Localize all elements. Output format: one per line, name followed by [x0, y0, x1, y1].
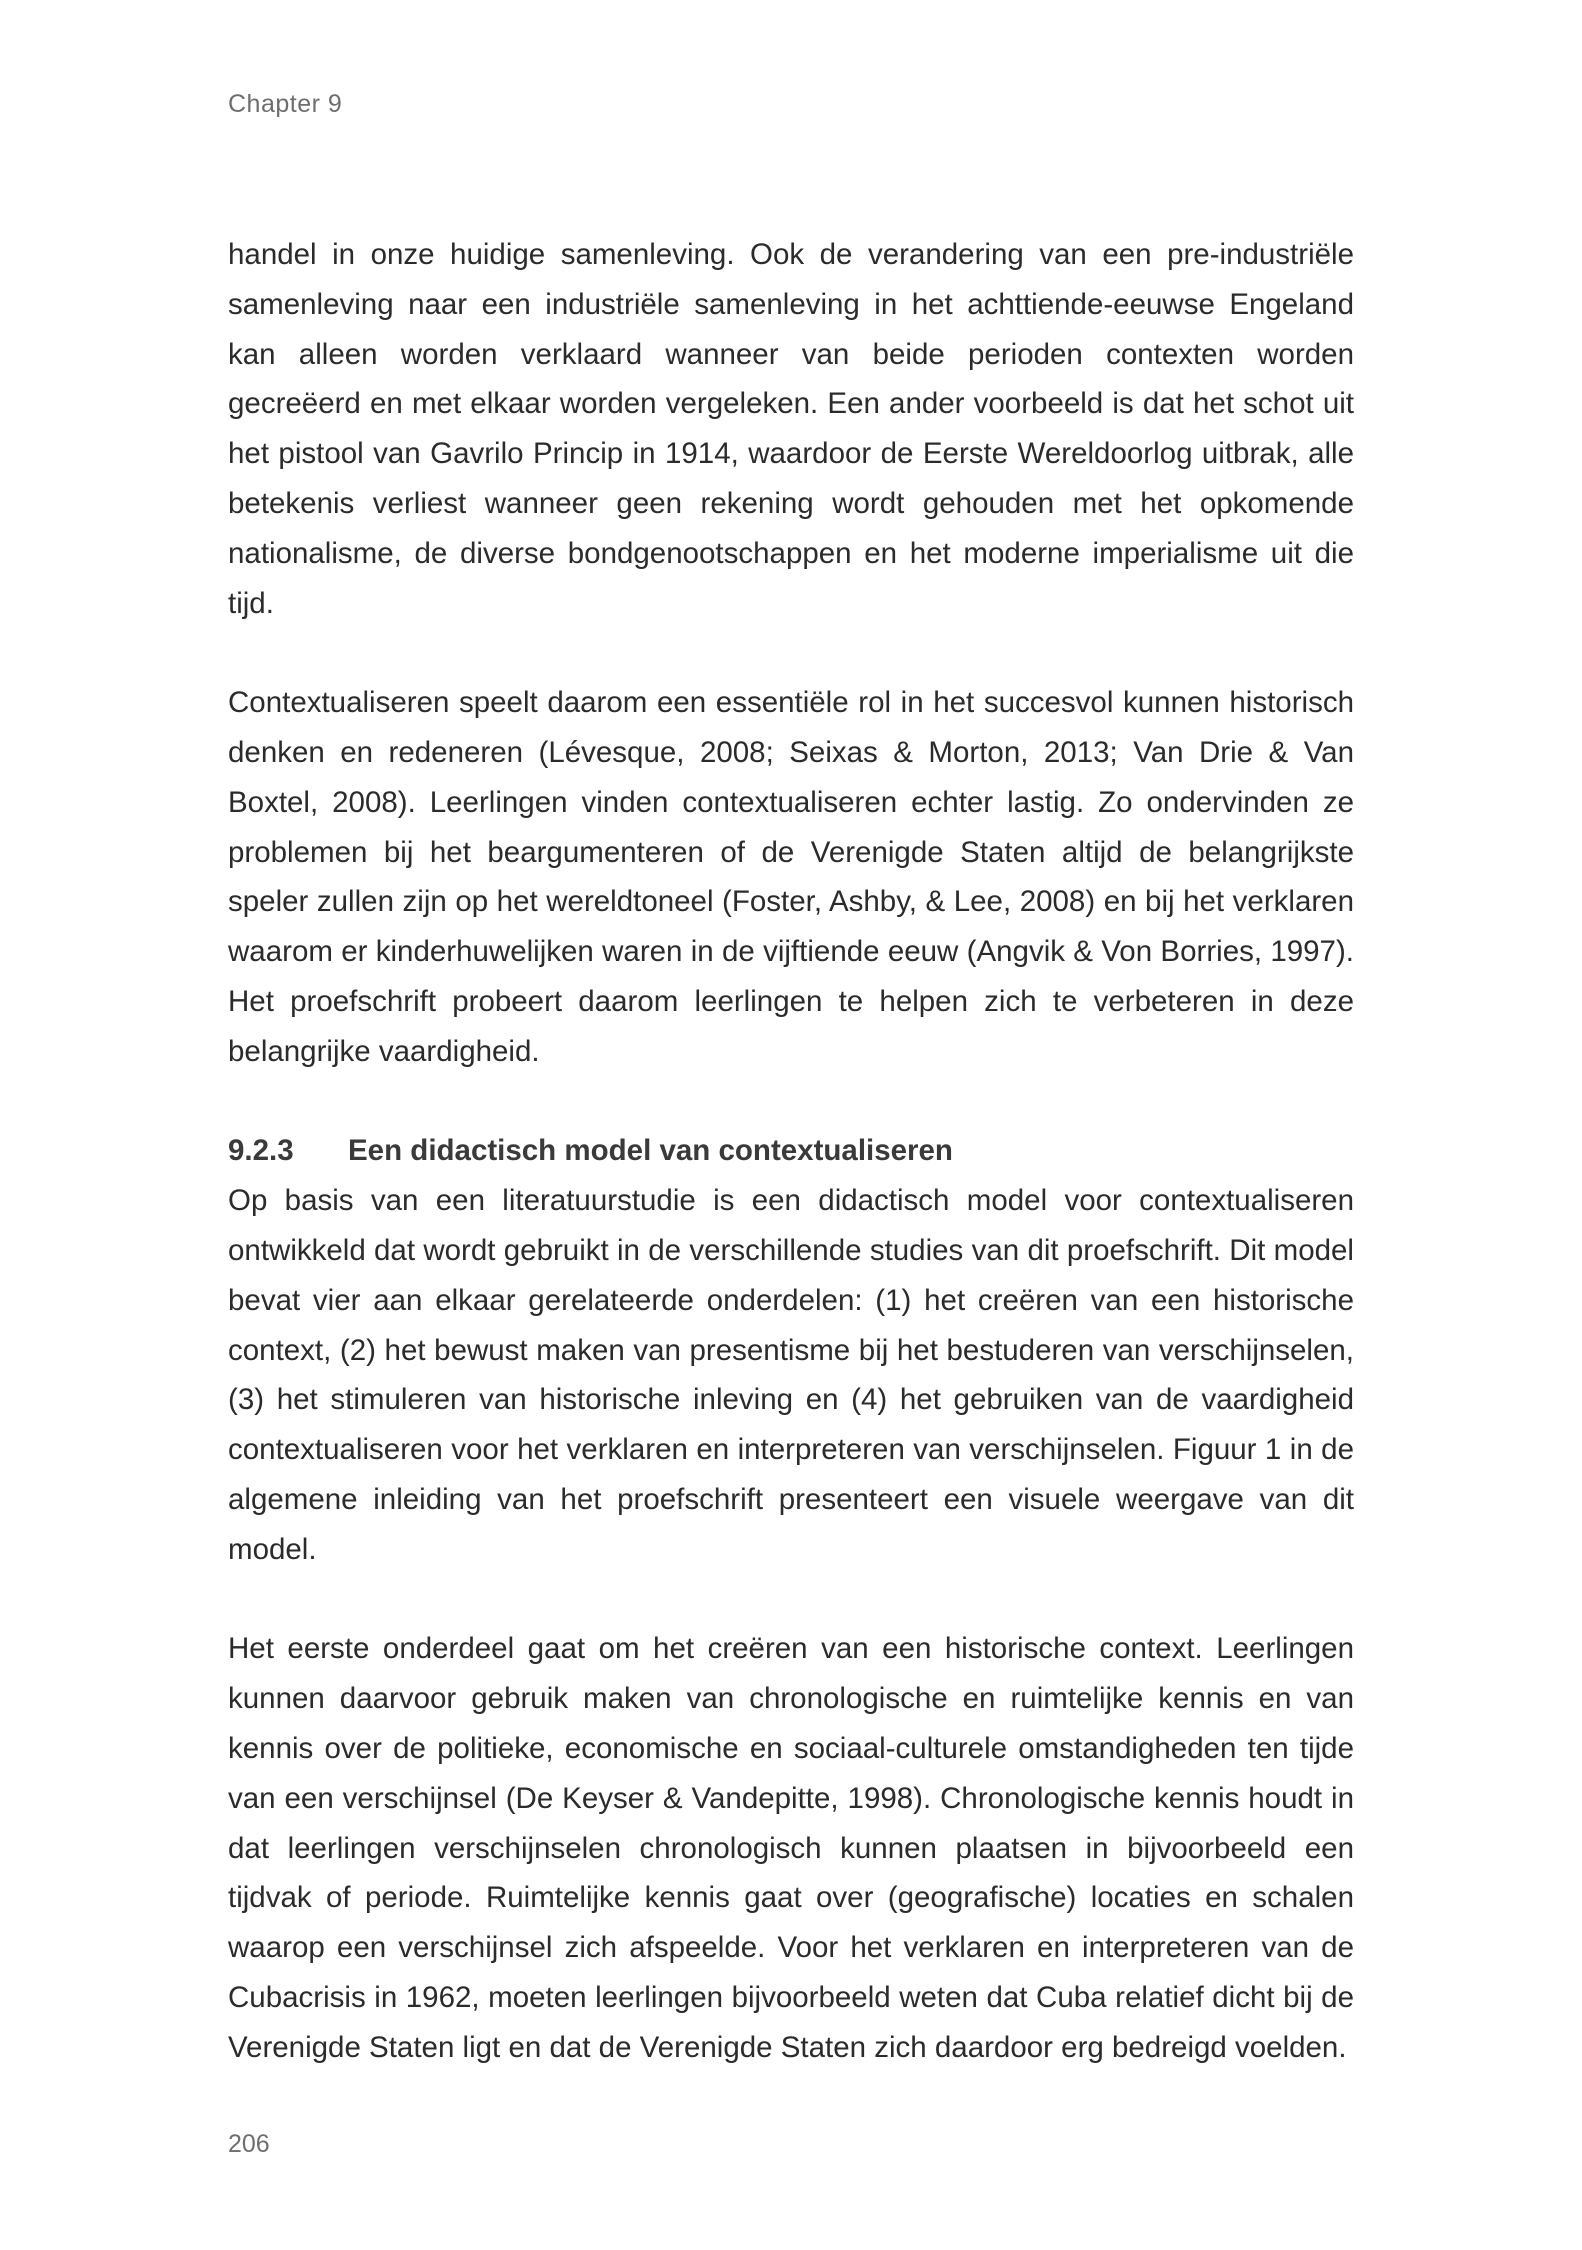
section-number: 9.2.3 — [228, 1134, 294, 1168]
body-text — [228, 230, 1354, 2072]
section-heading — [228, 1126, 1354, 1176]
paragraph: handel in onze huidige samenleving. Ook de verandering van een pre-industriële samenleving naar een industriële samenleving in het achttiende-eeuwse Engeland kan alleen worden verklaard wanneer van beide perioden contexten worden gecreëerd en met elkaar worden vergeleken. Een ander voorbeeld is dat het schot uit het pistool van Gavrilo Princip in 1914, waardoor de Eerste Wereldoorlog uitbrak, alle betekenis verliest wanneer geen rekening wordt gehouden met het opkomende nationalisme, de diverse bondgenootschappen en het moderne imperialisme uit die tijd. — [228, 238, 1354, 620]
paragraph: Op basis van een literatuurstudie is een didactisch model voor contextualiseren ontwikkeld dat wordt gebruikt in de verschillende studies van dit proefschrift. Dit model bevat vier aan elkaar gerelateerde onderdelen: (1) het creëren van een historische context, (2) het bewust maken van presentisme bij het bestuderen van verschijnselen, (3) het stimuleren van historische inleving en (4) het gebruiken van de vaardigheid contextualiseren voor het verklaren en interpreteren van verschijnselen. Figuur 1 in de algemene inleiding van het proefschrift presenteert een visuele weergave van dit model. — [228, 1184, 1354, 1566]
running-header: Chapter 9 — [228, 90, 343, 118]
page-number: 206 — [228, 2130, 270, 2158]
paragraph: Het eerste onderdeel gaat om het creëren van een historische context. Leerlingen kunnen daarvoor gebruik maken van chronologische en ruimtelijke kennis en van kennis over de politieke, economische en sociaal-culturele omstandigheden ten tijde van een verschijnsel (De Keyser & Vandepitte, 1998). Chronologische kennis houdt in dat leerlingen verschijnselen chronologisch kunnen plaatsen in bijvoorbeeld een tijdvak of periode. Ruimtelijke kennis gaat over (geografische) locaties en schalen waarop een verschijnsel zich afspeelde. Voor het verklaren en interpreteren van de Cubacrisis in 1962, moeten leerlingen bijvoorbeeld weten dat Cuba relatief dicht bij de Verenigde Staten ligt en dat de Verenigde Staten zich daardoor erg bedreigd voelden. — [228, 1632, 1354, 2064]
section-title: Een didactisch model van contextualiseren — [348, 1134, 953, 1168]
paragraph: Contextualiseren speelt daarom een essentiële rol in het succesvol kunnen historisch denken en redeneren (Lévesque, 2008; Seixas & Morton, 2013; Van Drie & Van Boxtel, 2008). Leerlingen vinden contextualiseren echter lastig. Zo ondervinden ze problemen bij het beargumenteren of de Verenigde Staten altijd de belangrijkste speler zullen zijn op het wereldtoneel (Foster, Ashby, & Lee, 2008) en bij het verklaren waarom er kinderhuwelijken waren in de vijftiende eeuw (Angvik & Von Borries, 1997). Het proefschrift probeert daarom leerlingen te helpen zich te verbeteren in deze belangrijke vaardigheid. — [228, 686, 1354, 1068]
